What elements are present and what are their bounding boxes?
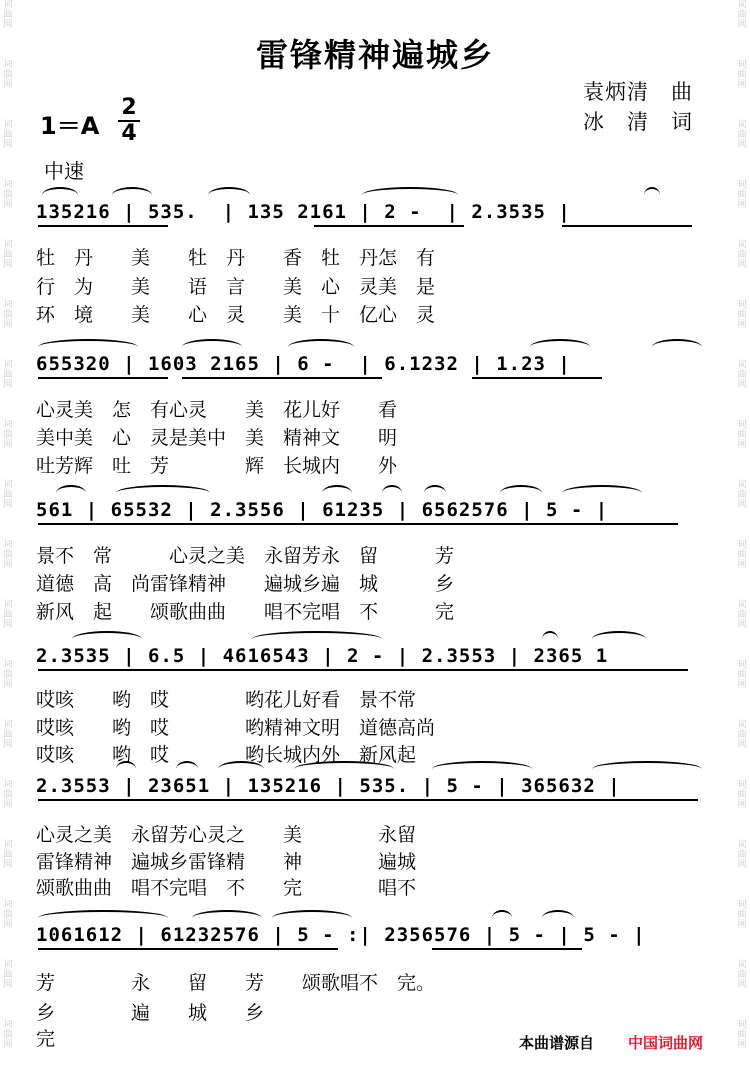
notation-staff <box>32 481 722 531</box>
lyric-line-1: 牡 丹 美 牡 丹 香 牡 丹怎 有 <box>36 247 436 269</box>
beam <box>38 225 168 227</box>
lyric-line-3: 环 境 美 心 灵 美 十 亿心 灵 <box>36 304 436 326</box>
site-name-link[interactable]: 中国词曲网 <box>628 1034 704 1052</box>
lyric-line-2: 美中美 心 灵是美中 美 精神文 明 <box>36 427 398 449</box>
watermark-right: 词曲网 词曲网 词曲网 词曲网 词曲网 词曲网 词曲网 词曲网 词曲网 词曲网 词曲网 词曲网 词曲网 词曲网 词曲网 词曲网 词曲网 词曲网 <box>737 0 747 1050</box>
lyric-line-2: 行 为 美 语 言 美 心 灵美 是 <box>36 276 436 298</box>
beam <box>38 523 678 525</box>
beam <box>562 225 692 227</box>
time-signature-bottom: 4 <box>121 121 137 146</box>
lyric-line-1: 心灵美 怎 有心灵 美 花儿好 看 <box>36 399 398 421</box>
watermark-left: 词曲网 词曲网 词曲网 词曲网 词曲网 词曲网 词曲网 词曲网 词曲网 词曲网 词曲网 词曲网 词曲网 词曲网 词曲网 词曲网 词曲网 词曲网 <box>3 0 13 1050</box>
lyric-line-2: 道德 高 尚雷锋精神 遍城乡遍 城 乡 <box>36 573 455 595</box>
composer-credit: 袁炳清 曲 <box>583 80 693 104</box>
slur <box>652 339 702 355</box>
beam <box>38 799 698 801</box>
slur <box>644 187 660 203</box>
time-signature-top: 2 <box>121 95 137 120</box>
lyric-line-3: 哎咳 哟 哎 哟长城内外 新风起 <box>36 744 417 766</box>
beam <box>38 377 168 379</box>
lyric-line-1: 芳 永 留 芳 颂歌唱不 完。 <box>36 972 436 994</box>
lyric-line-3: 吐芳辉 吐 芳 辉 长城内 外 <box>36 455 398 477</box>
beam <box>432 948 582 950</box>
song-title: 雷锋精神遍城乡 <box>255 36 494 74</box>
lyric-line-1: 哎咳 哟 哎 哟花儿好看 景不常 <box>36 689 417 711</box>
notation-row: 2.3553 | 23651 | 135216 | 535. | 5 - | 365632 | <box>36 775 621 797</box>
lyric-line-3: 颂歌曲曲 唱不完唱 不 完 唱不 <box>36 877 417 899</box>
notation-staff <box>32 906 722 956</box>
key-signature: 1＝A <box>40 112 100 140</box>
beam <box>314 225 464 227</box>
notation-staff <box>32 757 722 807</box>
notation-staff <box>32 627 722 677</box>
tempo-marking: 中速 <box>44 159 84 183</box>
source-label: 本曲谱源自 <box>519 1034 595 1052</box>
lyric-line-2: 雷锋精神 遍城乡雷锋精 神 遍城 <box>36 851 417 873</box>
notation-row: 135216 | 535. | 135 2161 | 2 - | 2.3535 | <box>36 201 571 223</box>
notation-staff <box>32 335 722 385</box>
notation-row: 655320 | 1603 2165 | 6 - | 6.1232 | 1.23 | <box>36 353 571 375</box>
notation-row: 2.3535 | 6.5 | 4616543 | 2 - | 2.3553 | 2365 1 <box>36 645 609 667</box>
time-signature <box>118 95 140 146</box>
beam <box>38 948 338 950</box>
lyricist-credit: 冰 清 词 <box>583 110 693 134</box>
lyric-line-2: 乡 遍 城 乡 <box>36 1002 265 1024</box>
beam <box>38 669 688 671</box>
beam <box>472 377 602 379</box>
lyric-line-1: 景不 常 心灵之美 永留芳永 留 芳 <box>36 545 455 567</box>
lyric-line-2: 哎咳 哟 哎 哟精神文明 道德高尚 <box>36 717 436 739</box>
notation-staff <box>32 183 722 233</box>
lyric-line-3: 完 <box>36 1028 56 1050</box>
notation-row: 561 | 65532 | 2.3556 | 61235 | 6562576 | 5 - | <box>36 499 609 521</box>
lyric-line-1: 心灵之美 永留芳心灵之 美 永留 <box>36 824 417 846</box>
lyric-line-3: 新风 起 颂歌曲曲 唱不完唱 不 完 <box>36 601 455 623</box>
notation-row: 1061612 | 61232576 | 5 - :| 2356576 | 5 - | 5 - | <box>36 924 646 946</box>
beam <box>182 377 382 379</box>
